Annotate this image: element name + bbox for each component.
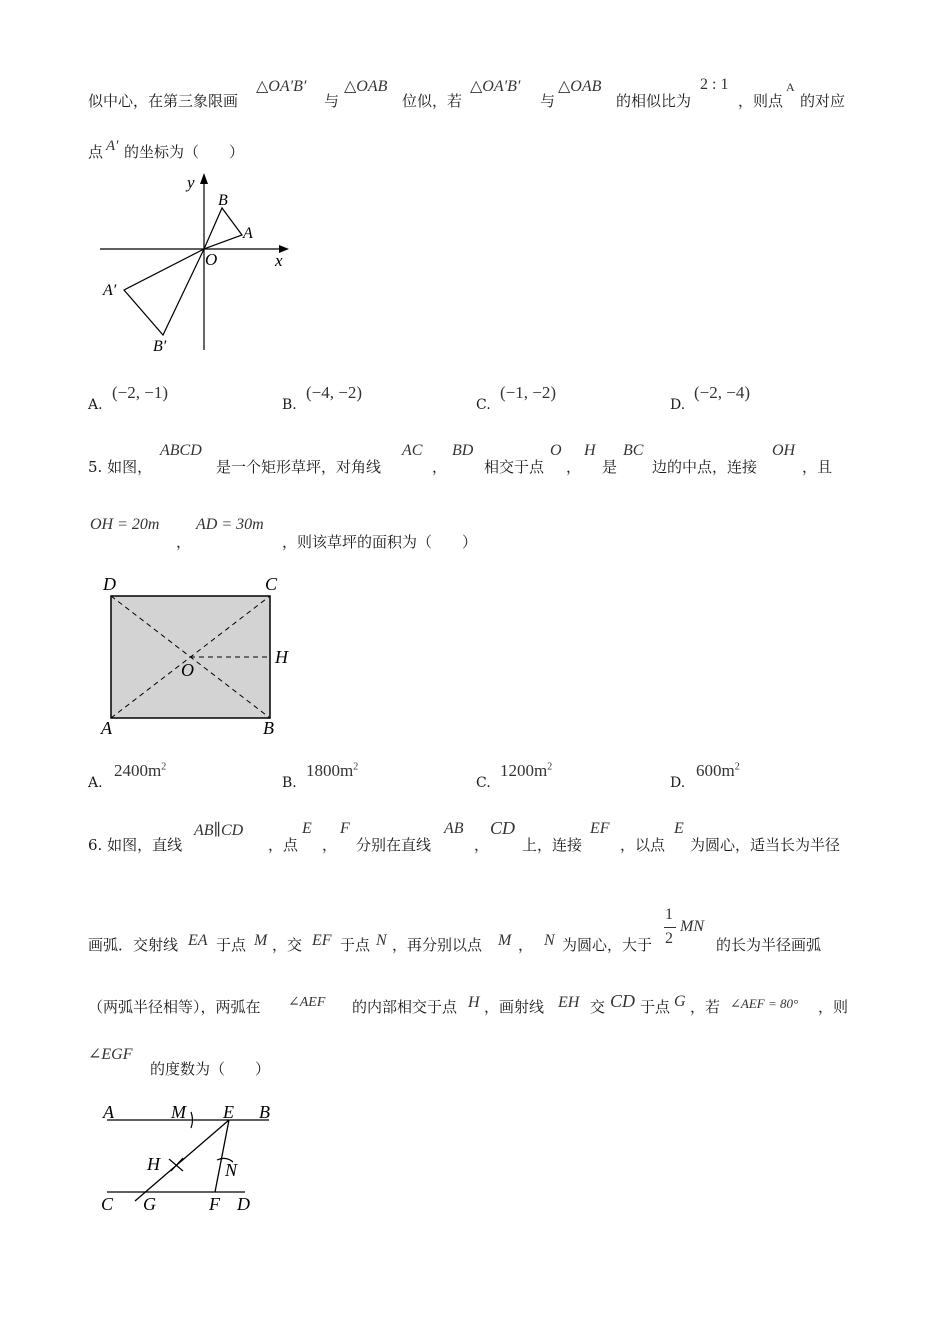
q6-text: 为圆心，适当长为半径 — [690, 836, 841, 854]
math-ratio: 2 : 1 — [700, 76, 729, 93]
q6-text: 交 — [590, 998, 606, 1016]
q4-text: 与 — [324, 92, 340, 110]
label-A-prime: A′ — [103, 282, 117, 299]
math-triangle: △OA′B′ — [470, 78, 521, 95]
math-var: EF — [312, 932, 332, 949]
math-angle: ∠AEF — [288, 995, 326, 1010]
q5-text: ，且 — [802, 458, 833, 476]
option-value[interactable]: $600m^2$ — [696, 761, 740, 780]
option-value[interactable]: (−2, −4) — [694, 383, 750, 402]
math-var: ABCD — [160, 442, 202, 459]
option-label[interactable]: A. — [88, 397, 103, 413]
q6-text: ，若 — [690, 998, 721, 1016]
option-value[interactable]: $1200m^2$ — [500, 761, 553, 780]
label-N: N — [225, 1160, 238, 1180]
math-var: AC — [402, 442, 423, 459]
fraction-denominator: 2 — [665, 930, 673, 947]
math-eq: OH = 20m — [90, 516, 160, 533]
math-var: EH — [558, 994, 580, 1011]
q6-text: 的内部相交于点 — [352, 998, 458, 1016]
math-point: A — [786, 80, 795, 94]
q6-text: 分别在直线 — [356, 836, 432, 854]
math-triangle: △OAB — [344, 78, 388, 95]
math-var: M — [498, 932, 512, 949]
q6-text: 画弧．交射线 — [88, 936, 179, 954]
option-label[interactable]: A. — [88, 775, 103, 791]
math-var: BC — [623, 442, 644, 459]
math-var: OH — [772, 442, 796, 459]
label-H: H — [275, 647, 288, 667]
label-H: H — [147, 1154, 160, 1174]
label-M: M — [171, 1102, 186, 1122]
label-C: C — [101, 1194, 114, 1214]
y-axis-arrow — [200, 173, 208, 184]
math-var: F — [340, 820, 350, 837]
q4-text: 位似，若 — [402, 92, 463, 110]
q6-text: 上，连接 — [522, 836, 583, 854]
option-label[interactable]: B. — [282, 775, 297, 791]
math-triangle: △OAB — [558, 78, 602, 95]
q5-text: ， — [432, 458, 448, 476]
label-D: D — [237, 1194, 250, 1214]
q6-text: ， — [518, 936, 534, 954]
option-value[interactable]: $2400m^2$ — [114, 761, 167, 780]
option-label[interactable]: C. — [476, 397, 491, 413]
label-O: O — [181, 660, 194, 680]
fraction-bar — [664, 927, 676, 928]
q5-text: 边的中点，连接 — [652, 458, 758, 476]
q5-text: 相交于点 — [484, 458, 545, 476]
option-value[interactable]: (−4, −2) — [306, 383, 362, 402]
math-var: E — [674, 820, 684, 837]
q5-text: ， — [566, 458, 582, 476]
label-E: E — [223, 1102, 234, 1122]
q6-text: ，点 — [268, 836, 299, 854]
option-value[interactable]: (−2, −1) — [112, 383, 168, 402]
label-B-prime: B′ — [153, 338, 167, 355]
q6-text: 于点 — [216, 936, 247, 954]
option-label[interactable]: D. — [670, 775, 686, 791]
q6-text: ，以点 — [620, 836, 666, 854]
q4-text: 的坐标为（ ） — [124, 143, 245, 161]
label-y: y — [187, 173, 195, 192]
q5-text: ，则该草坪的面积为（ ） — [282, 533, 478, 551]
q4-text: 点 — [88, 143, 104, 161]
triangle-OA2B2 — [124, 249, 204, 335]
option-label[interactable]: D. — [670, 397, 686, 413]
math-var: G — [674, 993, 686, 1010]
q6-text: ， — [322, 836, 338, 854]
fraction-numerator: 1 — [665, 906, 673, 923]
option-label[interactable]: B. — [282, 397, 297, 413]
math-var: MN — [680, 918, 704, 935]
math-var: N — [544, 932, 555, 949]
label-A: A — [103, 1102, 114, 1122]
math-var: EF — [590, 820, 610, 837]
q4-text: 似中心，在第三象限画 — [88, 92, 239, 110]
label-C: C — [265, 574, 278, 594]
q6-text: （两弧半径相等），两弧在 — [88, 998, 261, 1016]
label-A: A — [243, 225, 253, 242]
q4-text: ，则点 — [738, 92, 784, 110]
option-value[interactable]: $1800m^2$ — [306, 761, 359, 780]
label-F: F — [209, 1194, 220, 1214]
triangle-OAB — [204, 208, 242, 249]
q5-rectangle-figure — [95, 570, 305, 740]
q5-text: 是一个矩形草坪，对角线 — [216, 458, 382, 476]
math-var: H — [468, 994, 480, 1011]
math-var: EA — [188, 932, 208, 949]
q6-text: 于点 — [640, 998, 671, 1016]
q6-parallel-lines-figure — [95, 1098, 285, 1218]
q4-text: 的对应 — [800, 92, 846, 110]
math-var: AB — [444, 820, 464, 837]
option-label[interactable]: C. — [476, 775, 491, 791]
q5-text: ， — [176, 533, 192, 551]
q6-text: ， — [474, 836, 490, 854]
q6-text: ，再分别以点 — [392, 936, 483, 954]
q5-text: 是 — [602, 458, 618, 476]
math-var: CD — [610, 991, 636, 1011]
math-var: N — [376, 932, 387, 949]
label-O: O — [205, 250, 218, 269]
math-eq: AD = 30m — [196, 516, 264, 533]
q5-number: 5. 如图， — [88, 458, 153, 476]
math-var: M — [254, 932, 268, 949]
label-D: D — [103, 574, 116, 594]
q6-text: 于点 — [340, 936, 371, 954]
label-x: x — [275, 251, 283, 270]
q6-text: 的长为半径画弧 — [716, 936, 822, 954]
label-B: B — [263, 718, 274, 738]
label-G: G — [143, 1194, 156, 1214]
math-parallel: AB∥CD — [194, 822, 244, 839]
math-point: A′ — [106, 138, 119, 154]
q4-text: 的相似比为 — [616, 92, 692, 110]
q4-text: 与 — [540, 92, 556, 110]
q6-text: ，则 — [818, 998, 849, 1016]
math-var: E — [302, 820, 312, 837]
label-A: A — [101, 718, 112, 738]
q6-text: ，画射线 — [484, 998, 545, 1016]
q6-text: ，交 — [272, 936, 303, 954]
math-angle: ∠AEF = 80° — [730, 996, 799, 1011]
q6-text: 的度数为（ ） — [150, 1060, 271, 1078]
math-var: CD — [490, 818, 516, 838]
math-var: BD — [452, 442, 474, 459]
option-value[interactable]: (−1, −2) — [500, 383, 556, 402]
math-triangle: △OA′B′ — [256, 78, 307, 95]
q6-number: 6. 如图，直线 — [88, 836, 183, 854]
math-angle: ∠EGF — [88, 1046, 133, 1063]
math-var: O — [550, 442, 562, 459]
label-B: B — [259, 1102, 270, 1122]
math-var: H — [584, 442, 596, 459]
label-B: B — [218, 192, 228, 209]
q4-coordinate-figure — [95, 168, 300, 358]
q6-text: 为圆心，大于 — [562, 936, 653, 954]
